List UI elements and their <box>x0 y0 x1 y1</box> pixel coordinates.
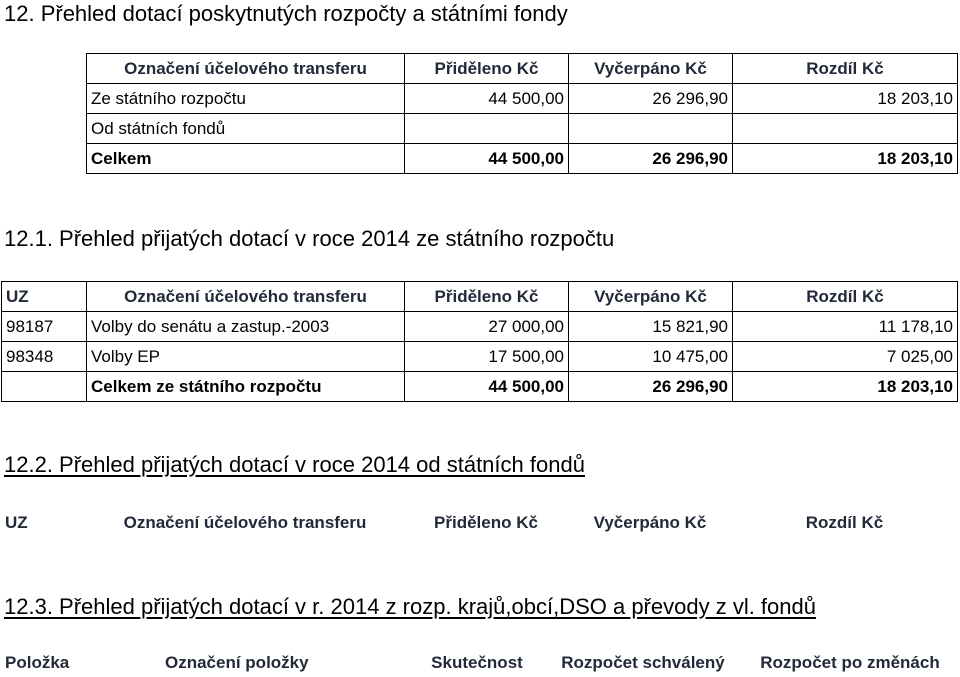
table-12-1 <box>1 281 958 402</box>
table-12 <box>86 53 958 174</box>
table-header-row <box>87 54 958 84</box>
section-12-1-title: 12.1. Přehled přijatých dotací v roce 2014 ze státního rozpočtu <box>4 226 615 251</box>
col-header-spent: Vyčerpáno Kč <box>569 282 733 312</box>
table-header-row <box>2 282 958 312</box>
col-header-allocated: Přiděleno Kč <box>434 513 538 532</box>
cell-transfer: Volby EP <box>87 342 405 372</box>
cell-allocated <box>405 114 569 144</box>
section-12-3-title: 12.3. Přehled přijatých dotací v r. 2014 z rozp. krajů,obcí,DSO a převody z vl. fondů <box>4 594 816 619</box>
cell-transfer: Od státních fondů <box>87 114 405 144</box>
cell-transfer: Volby do senátu a zastup.-2003 <box>87 312 405 342</box>
cell-spent: 15 821,90 <box>569 312 733 342</box>
cell-total-difference: 18 203,10 <box>733 372 958 402</box>
table-12-2 <box>1 508 957 537</box>
cell-total-uz <box>2 372 87 402</box>
cell-total-label: Celkem ze státního rozpočtu <box>87 372 405 402</box>
table-row <box>87 114 958 144</box>
cell-spent <box>569 114 733 144</box>
section-12-2-title: 12.2. Přehled přijatých dotací v roce 2014 od státních fondů <box>4 452 585 477</box>
col-header-transfer: Označení účelového transferu <box>123 513 367 532</box>
cell-uz: 98187 <box>2 312 87 342</box>
cell-difference <box>733 114 958 144</box>
cell-total-allocated: 44 500,00 <box>405 144 569 174</box>
col-header-allocated: Přiděleno Kč <box>405 54 569 84</box>
col-header-allocated: Přiděleno Kč <box>405 282 569 312</box>
table-row <box>87 84 958 114</box>
table-total-row <box>87 144 958 174</box>
col-header-item-name: Označení položky <box>165 653 309 672</box>
cell-spent: 10 475,00 <box>569 342 733 372</box>
col-header-transfer: Označení účelového transferu <box>87 54 405 84</box>
col-header-difference: Rozdíl Kč <box>733 282 958 312</box>
col-header-spent: Vyčerpáno Kč <box>569 54 733 84</box>
table-total-row <box>2 372 958 402</box>
table-row <box>2 312 958 342</box>
cell-difference: 11 178,10 <box>733 312 958 342</box>
col-header-difference: Rozdíl Kč <box>733 54 958 84</box>
cell-spent: 26 296,90 <box>569 84 733 114</box>
cell-total-spent: 26 296,90 <box>569 144 733 174</box>
cell-total-spent: 26 296,90 <box>569 372 733 402</box>
cell-total-allocated: 44 500,00 <box>405 372 569 402</box>
table-row <box>2 342 958 372</box>
cell-allocated: 27 000,00 <box>405 312 569 342</box>
cell-allocated: 17 500,00 <box>405 342 569 372</box>
table-header-row <box>1 508 957 537</box>
cell-transfer: Ze státního rozpočtu <box>87 84 405 114</box>
col-header-item: Položka <box>5 653 70 672</box>
section-12-title: 12. Přehled dotací poskytnutých rozpočty a státními fondy <box>4 1 568 26</box>
cell-total-label: Celkem <box>87 144 405 174</box>
cell-allocated: 44 500,00 <box>405 84 569 114</box>
col-header-budget-approved: Rozpočet schválený <box>561 653 725 672</box>
table-12-3 <box>1 648 957 677</box>
col-header-uz: UZ <box>2 282 87 312</box>
col-header-difference: Rozdíl Kč <box>805 513 884 532</box>
cell-difference: 7 025,00 <box>733 342 958 372</box>
col-header-uz: UZ <box>5 513 28 532</box>
col-header-spent: Vyčerpáno Kč <box>593 513 707 532</box>
col-header-budget-revised: Rozpočet po změnách <box>760 653 940 672</box>
table-header-row <box>1 648 957 677</box>
cell-uz: 98348 <box>2 342 87 372</box>
cell-difference: 18 203,10 <box>733 84 958 114</box>
cell-total-difference: 18 203,10 <box>733 144 958 174</box>
col-header-transfer: Označení účelového transferu <box>87 282 405 312</box>
col-header-actual: Skutečnost <box>431 653 523 672</box>
